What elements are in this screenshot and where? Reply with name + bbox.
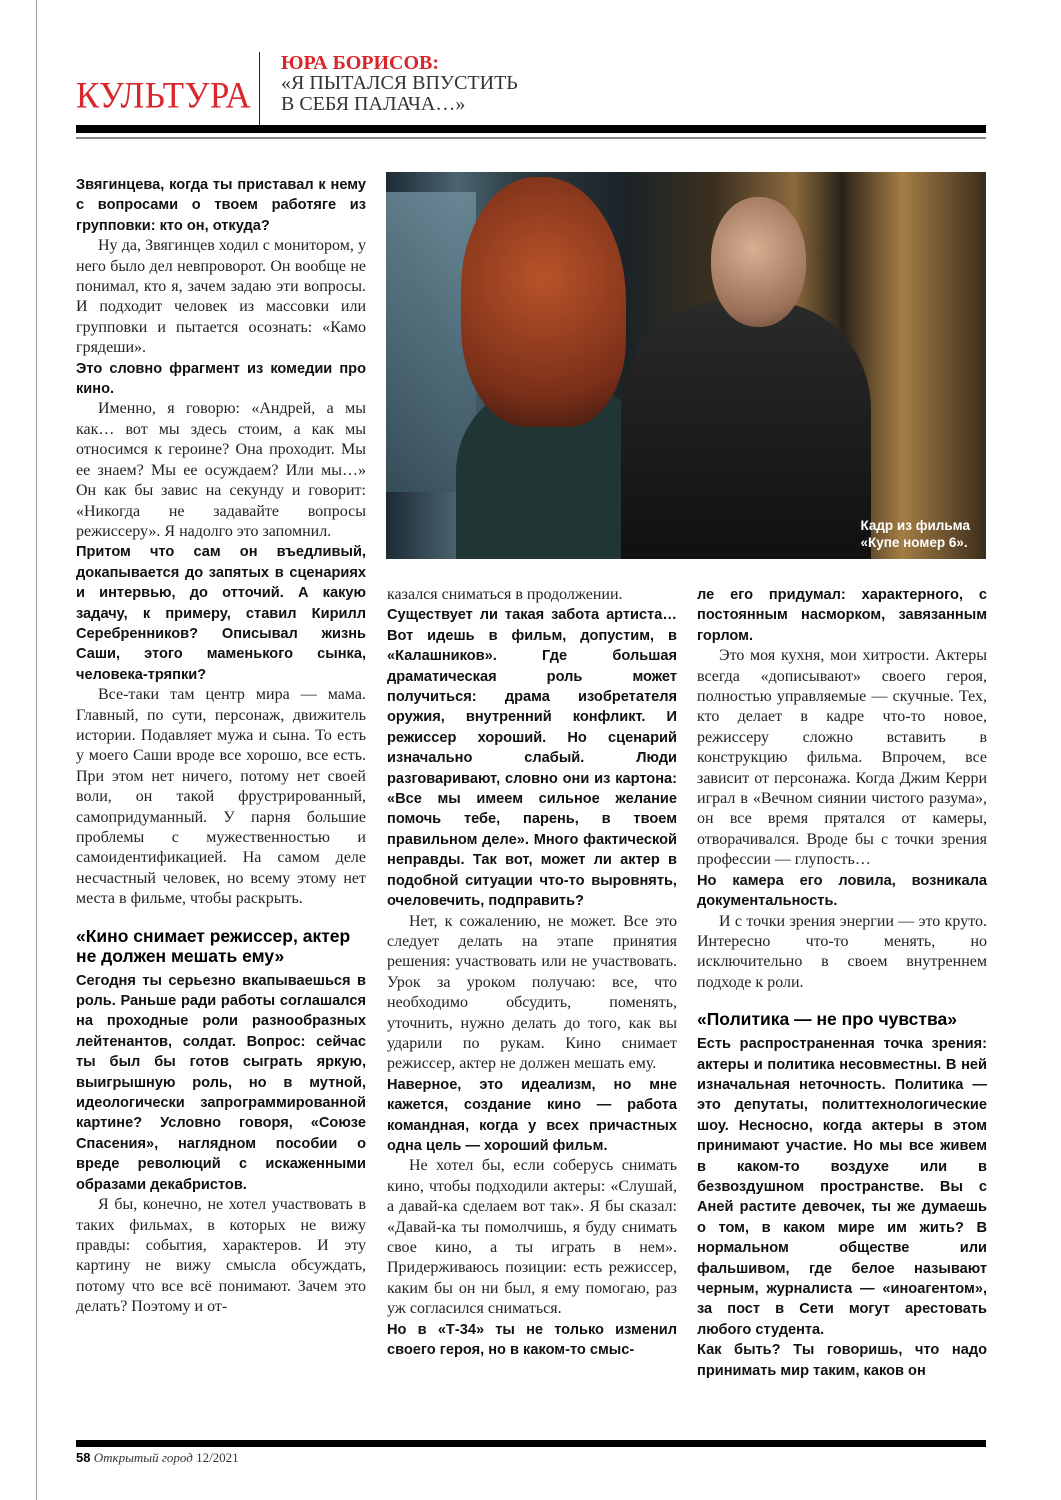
text-column-1 [76,175,366,1318]
answer-paragraph: Именно, я говорю: «Андрей, а мы как… вот мы здесь стоим, а как мы относимся к героине? Она проходит. Мы ее знаем? Мы ее осуждаем? Или мы…» Он как бы завис на секунду и говорит: «Никогда не задавайте вопросы режиссеру». Я надолго это запомнил. [76,400,366,540]
photo-woman-hair [461,177,626,427]
film-still-photo [386,172,986,559]
answer-paragraph: Я бы, конечно, не хотел участвовать в таких фильмах, в которых не вижу правды: события, характеров. И эту картину не вижу смысла обсуждать, потому что все всё понимают. Зачем это делать? Поэтому и от- [76,1196,366,1316]
caption-line-2: «Купе номер 6». [860,535,968,550]
header-rule-thick [76,125,986,133]
answer-paragraph: Не хотел бы, если соберусь снимать кино, чтобы подходили актеры: «Слушай, а давай-ка сделаем вот так». Я бы сказал: «Давай-ка ты помолчишь, я буду снимать свое кино, а ты играть в нем». Придерживаюсь позиции: есть режиссер, каким бы он ни был, я ему помогаю, раз уж согласился сниматься. [387,1157,677,1318]
answer-paragraph: Нет, к сожалению, не может. Все это следует делать на этапе принятия решения: участвовать или не участвовать. Урок за уроком получаю: все, что необходимо обсудить, поменять, уточнить, нужно делать до того, как вы ударили по рукам. Кино снимает режиссер, актер не должен мешать ему. [387,912,677,1073]
answer-paragraph: Ну да, Звягинцев ходил с монитором, у него было дел невпроворот. Он вообще не понимал, кто я, зачем задаю эти вопросы. И подходит человек из массовки или групповки и пытается осознать: «Камо грядеши». [76,237,366,357]
page-footer [76,1450,239,1466]
question-paragraph: Это словно фрагмент из комедии про кино. [76,360,366,398]
question-paragraph: Наверное, это идеализм, но мне кажется, создание кино — работа командная, когда у всех причастных одна цель — хороший фильм. [387,1076,677,1154]
section-title: КУЛЬТУРА [76,75,252,116]
article-title-quote [281,73,518,115]
question-paragraph: Звягинцева, когда ты приставал к нему с вопросами о твоем работяге из групповки: кто он, откуда? [76,177,366,234]
subheading: «Кино снимает режиссер, актер не должен мешать ему» [76,925,351,966]
issue-number: 12/2021 [196,1450,239,1465]
header-divider [259,52,260,126]
question-paragraph: Но камера его ловила, возникала документальность. [697,872,987,910]
answer-paragraph: казался сниматься в продолжении. [387,586,623,603]
question-paragraph: Как быть? Ты говоришь, что надо принимать мир таким, каков он [697,1342,987,1379]
answer-paragraph: Это моя кухня, мои хитрости. Актеры всегда «дописывают» своего героя, полностью управляемые — скучные. Тех, кто делает в кадре что-то новое, режиссеру сложно вставить в конструкцию фильма. Впрочем, все зависит от персонажа. Когда Джим Керри играл в «Вечном сиянии чистого разума», он все время прятался от камеры, отворачивался. Вроде бы с точки зрения профессии — глупость… [697,647,987,869]
subheading: «Политика — не про чувства» [697,1009,957,1030]
article-title-name: ЮРА БОРИСОВ: [281,52,440,74]
answer-paragraph: Все-таки там центр мира — мама. Главный, по сути, персонаж, движитель истории. Подавляет мужа и сына. То есть у моего Саши вроде все хорошо, все есть. При этом нет ничего, потому нет своей воли, он такой фрустрированный, самопридуманный. У парня большие проблемы с мужественностью и самоидентификацией. На самом деле несчастный человек, но всему этому нет места в фильме, чтобы раскрыть. [76,686,366,908]
answer-paragraph: И с точки зрения энергии — это круто. Интересно что-то менять, но исключительно в своем внутреннем подходе к роли. [697,912,987,991]
footer-rule [76,1440,986,1447]
title-quote-line-2: В СЕБЯ ПАЛАЧА…» [281,93,466,115]
caption-line-1: Кадр из фильма [860,518,970,533]
page-number: 58 [76,1450,91,1465]
photo-man-jacket [621,302,871,559]
page-edge-line [36,0,37,1500]
text-column-2 [387,585,677,1360]
question-paragraph: Есть распространенная точка зрения: актеры и политика несовместны. В ней изначальная неточность. Политика — это депутаты, политтехнологические шоу. Несносно, когда актеры в этом принимают участие. Но мы все живем в каком-то воздухе или в безвоздушном пространстве. Вы с Аней растите девочек, ты же думаешь о том, в каком мире им жить? В нормальном обществе или фальшивом, где белое называют черным, журналиста — «иноагентом», за пост в Сети могут арестовать любого студента. [697,1036,987,1338]
magazine-name: Открытый город [93,1450,193,1465]
question-paragraph: ле его придумал: характерного, с постоянным насморком, завязанным горлом. [697,587,987,644]
question-paragraph: Сегодня ты серьезно вкапываешься в роль. Раньше ради работы соглашался на проходные роли разнообразных лейтенантов, солдат. Вопрос: сейчас ты был бы готов сыграть яркую, выигрышную роль, но в мутной, идеологически запрограммированной картине? Условно говоря, «Союзе Спасения», наглядном пособии о вреде революций с искаженными образами декабристов. [76,972,366,1193]
photo-caption [860,517,970,551]
photo-man-head [711,197,806,327]
header-rule-thin [76,137,986,139]
text-column-3 [697,585,987,1381]
question-paragraph: Существует ли такая забота артиста… Вот идешь в фильм, допустим, в «Калашников». Где большая драматическая роль может получиться: драма изобретателя оружия, внутренний конфликт. И режиссер хороший. Но сценарий изначально слабый. Люди разговаривают, словно они из картона: «Все мы имеем сильное желание помочь тебе, парень, в твоем правильном деле». Много фактической неправды. Так вот, может ли актер в подобной ситуации что-то выровнять, очеловечить, подправить? [387,607,677,910]
title-quote-line-1: «Я ПЫТАЛСЯ ВПУСТИТЬ [281,72,518,94]
question-paragraph: Но в «Т-34» ты не только изменил своего героя, но в каком-то смыс- [387,1321,677,1359]
question-paragraph: Притом что сам он въедливый, докапывается до запятых в сценариях и интервью, до отточий. А какую задачу, к примеру, ставил Кирилл Серебренников? Описывал жизнь Саши, этого маменького сынка, человека-тряпки? [76,544,366,683]
